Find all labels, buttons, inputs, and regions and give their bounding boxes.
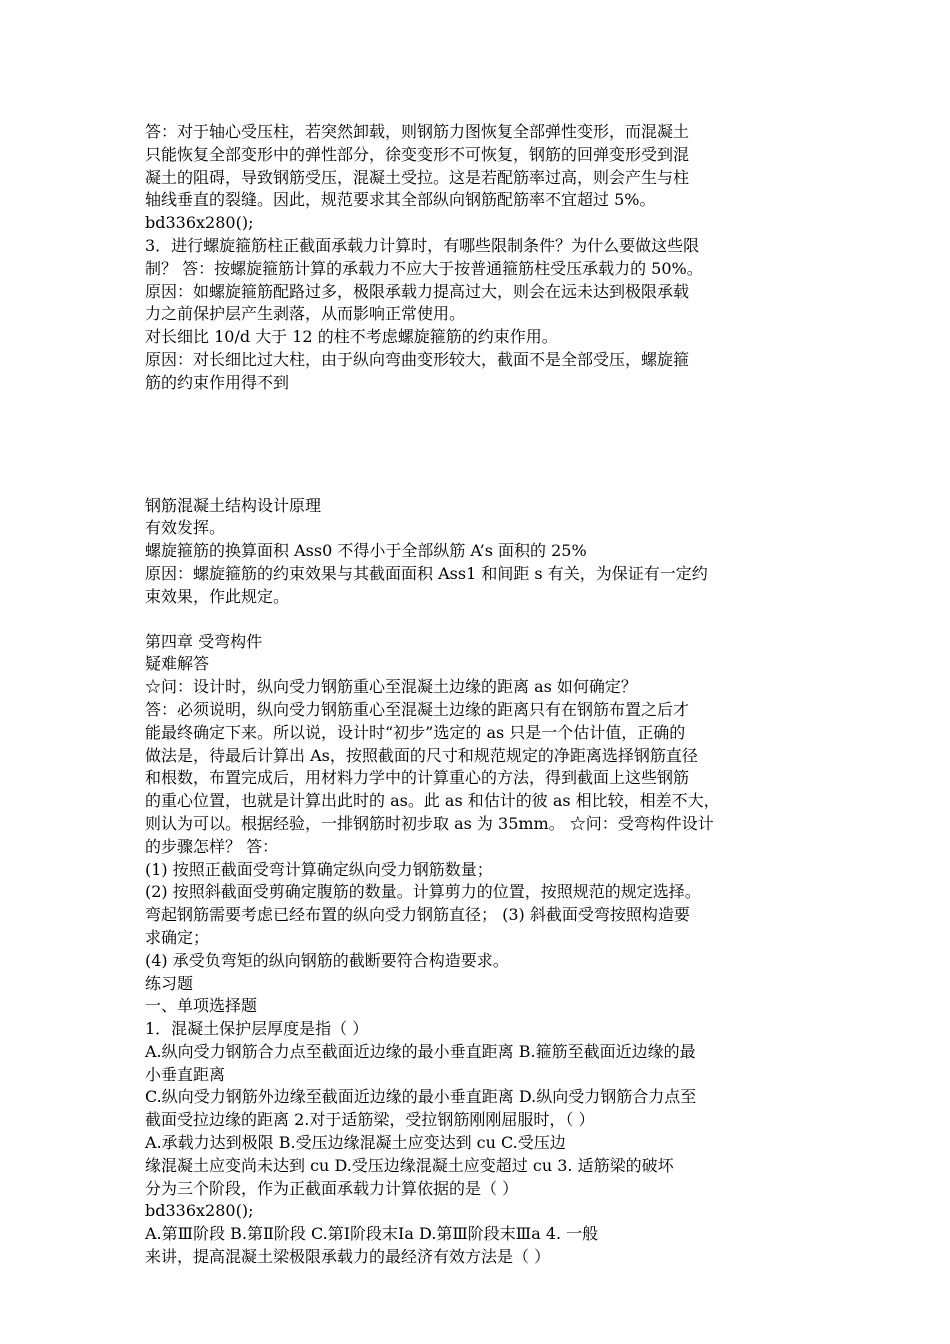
chapter-title: 第四章 受弯构件 bbox=[145, 631, 263, 651]
text-line: 求确定； bbox=[145, 927, 210, 947]
text-line: (2) 按照斜截面受剪确定腹筋的数量。计算剪力的位置，按照规范的规定选择。 bbox=[145, 882, 701, 902]
text-line: 束效果，作此规定。 bbox=[145, 586, 290, 606]
paragraph-gap bbox=[145, 609, 815, 631]
text-line: A.纵向受力钢筋合力点至截面近边缘的最小垂直距离 B.箍筋至截面近边缘的最 bbox=[145, 1041, 696, 1061]
text-line: 和根数，布置完成后，用材料力学中的计算重心的方法，得到截面上这些钢筋 bbox=[145, 768, 690, 788]
text-line: 原因：螺旋箍筋的约束效果与其截面面积 Ass1 和间距 s 有关，为保证有一定约 bbox=[145, 563, 708, 583]
chapter-block bbox=[145, 631, 815, 1269]
text-line: 力之前保护层产生剥落，从而影响正常使用。 bbox=[145, 304, 466, 324]
text-line: 原因：对长细比过大柱，由于纵向弯曲变形较大，截面不是全部受压，螺旋箍 bbox=[145, 349, 690, 369]
text-line: 弯起钢筋需要考虑已经布置的纵向受力钢筋直径； (3) 斜截面受弯按照构造要 bbox=[145, 905, 690, 925]
text-line: A.第Ⅲ阶段 B.第Ⅱ阶段 C.第Ⅰ阶段末Ⅰa D.第Ⅲ阶段末Ⅲa 4. 一般 bbox=[145, 1224, 599, 1244]
text-line: (4) 承受负弯矩的纵向钢筋的截断要符合构造要求。 bbox=[145, 950, 509, 970]
text-line: 能最终确定下来。所以说，设计时“初步”选定的 as 只是一个估计值，正确的 bbox=[145, 722, 686, 742]
section-heading: 疑难解答 bbox=[145, 654, 210, 674]
ad-placeholder-text: bd336x280(); bbox=[145, 213, 254, 233]
text-line: 3．进行螺旋箍筋柱正截面承载力计算时，有哪些限制条件？为什么要做这些限 bbox=[145, 235, 700, 255]
text-line: 螺旋箍筋的换算面积 Ass0 不得小于全部纵筋 A’s 面积的 25% bbox=[145, 541, 587, 561]
text-line: ☆问：设计时，纵向受力钢筋重心至混凝土边缘的距离 as 如何确定？ bbox=[145, 677, 637, 697]
text-line: 的重心位置，也就是计算出此时的 as。此 as 和估计的彼 as 相比较，相差不大， bbox=[145, 791, 720, 811]
text-line: 制？ 答：按螺旋箍筋计算的承载力不应大于按普通箍筋柱受压承载力的 50%。 bbox=[145, 258, 703, 278]
text-line: 答：对于轴心受压柱，若突然卸载，则钢筋力图恢复全部弹性变形，而混凝土 bbox=[145, 122, 690, 141]
answer-block bbox=[145, 121, 815, 395]
text-line: 的步骤怎样？ 答： bbox=[145, 836, 279, 856]
text-line: 来讲，提高混凝土梁极限承载力的最经济有效方法是（ ） bbox=[145, 1247, 551, 1267]
ad-placeholder-text: bd336x280(); bbox=[145, 1201, 254, 1221]
question-line: 1．混凝土保护层厚度是指（ ） bbox=[145, 1019, 369, 1039]
text-line: 凝土的阻碍，导致钢筋受压，混凝土受拉。这是若配筋率过高，则会产生与柱 bbox=[145, 167, 690, 187]
text-line: 答：必须说明，纵向受力钢筋重心至混凝土边缘的距离只有在钢筋布置之后才 bbox=[145, 699, 690, 719]
text-line: 筋的约束作用得不到 bbox=[145, 372, 290, 392]
text-line: 对长细比 10/d 大于 12 的柱不考虑螺旋箍筋的约束作用。 bbox=[145, 327, 558, 347]
text-line: A.承载力达到极限 B.受压边缘混凝土应变达到 cu C.受压边 bbox=[145, 1133, 566, 1153]
text-line: 有效发挥。 bbox=[145, 518, 226, 538]
text-line: 小垂直距离 bbox=[145, 1064, 226, 1084]
text-line: 轴线垂直的裂缝。因此，规范要求其全部纵向钢筋配筋率不宜超过 5%。 bbox=[145, 190, 656, 210]
text-line: (1) 按照正截面受弯计算确定纵向受力钢筋数量； bbox=[145, 859, 493, 879]
text-line: 做法是，待最后计算出 As，按照截面的尺寸和规范规定的净距离选择钢筋直径 bbox=[145, 745, 698, 765]
text-line: C.纵向受力钢筋外边缘至截面近边缘的最小垂直距离 D.纵向受力钢筋合力点至 bbox=[145, 1087, 697, 1107]
text-line: 则认为可以。根据经验，一排钢筋时初步取 as 为 35mm。 ☆问：受弯构件设计 bbox=[145, 813, 714, 833]
text-line: 分为三个阶段，作为正截面承载力计算依据的是（ ） bbox=[145, 1178, 519, 1198]
text-line: 原因：如螺旋箍筋配路过多，极限承载力提高过大，则会在远未达到极限承载 bbox=[145, 281, 690, 301]
page-break-gap bbox=[145, 395, 815, 495]
section-heading: 练习题 bbox=[145, 973, 194, 993]
text-line: 缘混凝土应变尚未达到 cu D.受压边缘混凝土应变超过 cu 3. 适筋梁的破坏 bbox=[145, 1155, 674, 1175]
section-heading: 一、单项选择题 bbox=[145, 996, 258, 1016]
document-body bbox=[145, 121, 815, 1269]
continuation-block bbox=[145, 495, 815, 609]
running-header: 钢筋混凝土结构设计原理 bbox=[145, 495, 322, 515]
text-line: 只能恢复全部变形中的弹性部分，徐变变形不可恢复，钢筋的回弹变形受到混 bbox=[145, 144, 690, 164]
text-line: 截面受拉边缘的距离 2.对于适筋梁，受拉钢筋刚刚屈服时，（ ） bbox=[145, 1110, 595, 1130]
